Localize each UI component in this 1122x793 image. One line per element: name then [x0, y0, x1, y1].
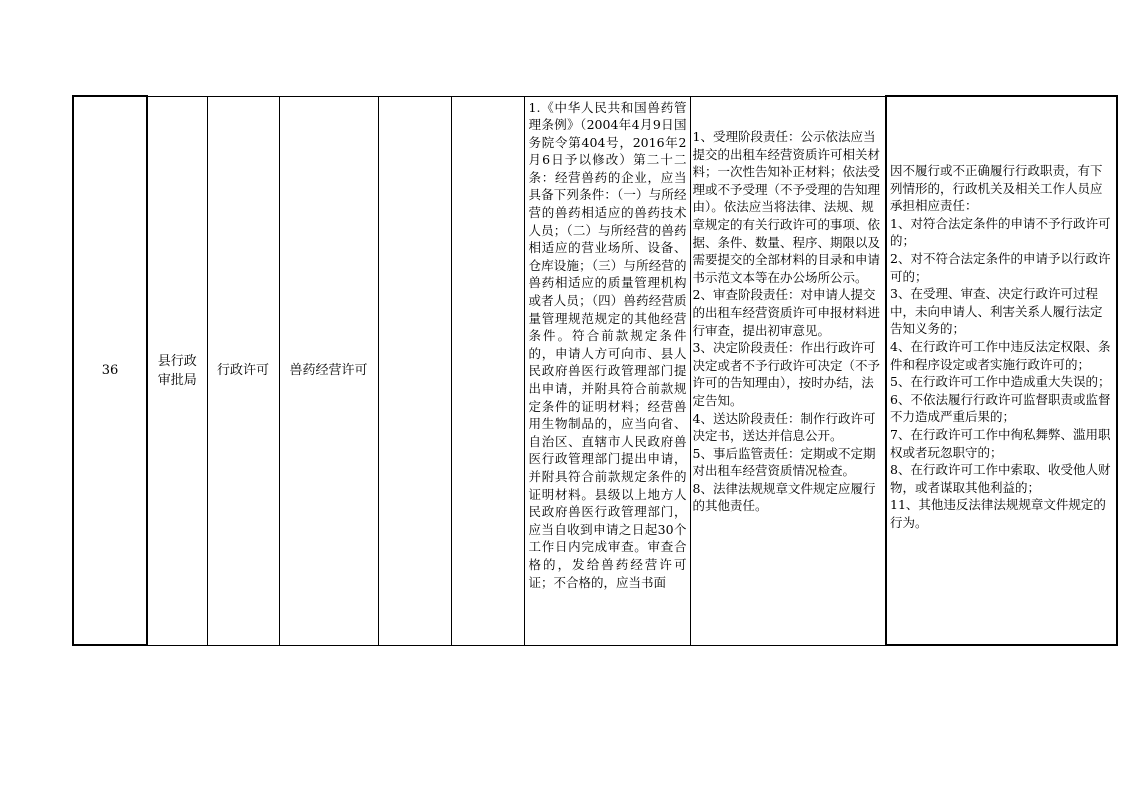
empty-cell-b [451, 96, 524, 645]
accountability-item: 7、在行政许可工作中徇私舞弊、滥用职权或者玩忽职守的； [890, 426, 1111, 460]
accountability-item: 2、对不符合法定条件的申请予以行政许可的； [890, 250, 1111, 284]
accountability-item: 1、对符合法定条件的申请不予行政许可的； [890, 215, 1111, 249]
duty-item: 4、送达阶段责任：制作行政许可决定书，送达并信息公开。 [692, 410, 876, 444]
duty-item: 1、受理阶段责任：公示依法应当提交的出租车经营资质许可相关材料；一次性告知补正材料；依法受理或不予受理（不予受理的告知理由）。依法应当将法律、法规、规章规定的有关行政许可的事项、依据、条件、数量、程序、期限以及需要提交的全部材料的目录和申请书示范文本等在办公场所公示。 [692, 129, 881, 285]
row-number: 36 [101, 363, 119, 378]
accountability-cell [886, 96, 1117, 645]
department-cell [147, 96, 207, 645]
empty-cell-a [378, 96, 451, 645]
accountability-item: 6、不依法履行行政许可监督职责或监督不力造成严重后果的； [890, 391, 1111, 425]
accountability-item: 3、在受理、审查、决定行政许可过程中，未向申请人、利害关系人履行法定告知义务的； [890, 286, 1103, 337]
accountability-item: 因不履行或不正确履行行政职责，有下列情形的，行政机关及相关工作人员应承担相应责任： [890, 163, 1103, 214]
item-name-text: 兽药经营许可 [289, 363, 368, 378]
duty-item: 8、法律法规规章文件规定应履行的其他责任。 [692, 480, 876, 514]
duty-item: 5、事后监管责任：定期或不定期对出租车经营资质情况检查。 [692, 445, 876, 479]
accountability-item: 4、在行政许可工作中违反法定权限、条件和程序设定或者实施行政许可的； [890, 338, 1111, 372]
duty-item: 3、决定阶段责任：作出行政许可决定或者不予行政许可决定（不予许可的告知理由），按时办结，法定告知。 [692, 340, 881, 408]
department-line-2: 审批局 [157, 372, 197, 388]
legal-basis-text: 1.《中华人民共和国兽药管理条例》（2004年4月9日国务院令第404号，2016年2月6日予以修改）第二十二条：经营兽药的企业，应当具备下列条件：（一）与所经营的兽药相适应的兽药技术人员；（二）与所经营的兽药相适应的营业场所、设备、仓库设施；（三）与所经营的兽药相适应的质量管理机构或者人员；（四）兽药经营质量管理规范规定的其他经营条件。符合前款规定条件的，申请人方可向市、县人民政府兽医行政管理部门提出申请，并附具符合前款规定条件的证明材料；经营兽用生物制品的，应当向省、自治区、直辖市人民政府兽医行政管理部门提出申请，并附具符合前款规定条件的证明材料。县级以上地方人民政府兽医行政管理部门，应当自收到申请之日起30个工作日内完成审查。审查合格的，发给兽药经营许可证；不合格的，应当书面 [528, 99, 687, 590]
table-row [73, 96, 1117, 645]
accountability-item: 8、在行政许可工作中索取、收受他人财物，或者谋取其他利益的； [890, 462, 1111, 495]
row-number-cell [73, 96, 147, 645]
category-cell [207, 96, 279, 645]
legal-basis-cell [524, 96, 690, 645]
duty-item: 2、审查阶段责任：对申请人提交的出租车经营资质许可申报材料进行审查，提出初审意见。 [692, 287, 881, 338]
duties-cell [690, 96, 886, 645]
item-name-cell [279, 96, 378, 645]
category-text: 行政许可 [216, 363, 269, 378]
accountability-item: 11、其他违反法律法规规章文件规定的行为。 [890, 497, 1106, 530]
accountability-item: 5、在行政许可工作中造成重大失误的； [890, 374, 1111, 390]
department-line-1: 县行政 [157, 353, 197, 369]
power-list-table [72, 95, 1118, 646]
